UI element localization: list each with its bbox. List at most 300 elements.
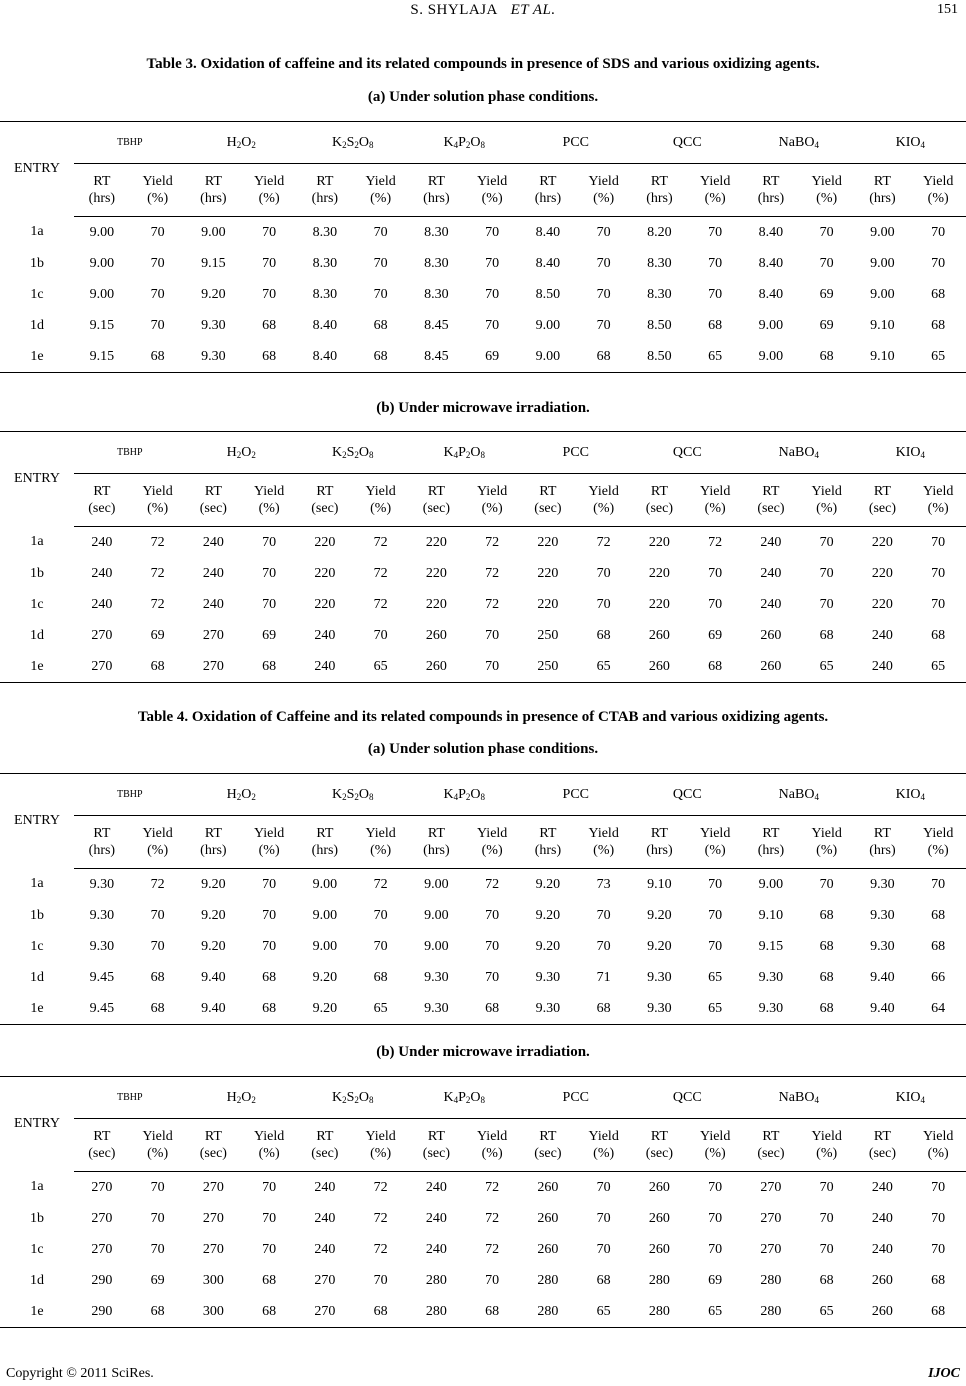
- value-cell: 70: [931, 255, 946, 271]
- rt-header: [743, 816, 799, 869]
- rt-label: RT: [539, 484, 557, 499]
- yield-label: Yield: [588, 826, 619, 841]
- table-row: [0, 869, 966, 901]
- rt-header: [520, 474, 576, 527]
- oxidant-name: O: [241, 134, 252, 150]
- value-cell: 72: [373, 534, 388, 550]
- oxidant-subscript: 4: [453, 1094, 459, 1105]
- yield-header: [799, 164, 855, 217]
- rt-header: [855, 816, 911, 869]
- oxidant-subscript: 4: [920, 1094, 925, 1105]
- yield-header: [353, 816, 409, 869]
- value-cell: 70: [373, 907, 388, 923]
- rt-header: [409, 164, 465, 217]
- entry-cell: 1c: [30, 938, 44, 954]
- value-cell: 9.20: [535, 876, 561, 892]
- yield-unit: (%): [704, 843, 726, 858]
- rt-label: RT: [427, 826, 445, 841]
- rt-label: RT: [427, 174, 445, 189]
- oxidant-name: H: [226, 134, 237, 150]
- value-cell: 220: [314, 534, 336, 550]
- rt-label: RT: [762, 826, 780, 841]
- value-cell: 220: [871, 596, 893, 612]
- value-cell: 72: [485, 596, 500, 612]
- value-cell: 220: [648, 596, 670, 612]
- value-cell: 9.10: [855, 341, 911, 373]
- value-cell: 68: [353, 1296, 409, 1328]
- value-cell: 72: [373, 1179, 388, 1195]
- value-cell: 9.00: [535, 317, 561, 333]
- yield-unit: (%): [704, 191, 726, 206]
- yield-unit: (%): [816, 501, 838, 516]
- entry-header: ENTRY: [0, 122, 74, 217]
- oxidant-header: [743, 774, 855, 816]
- oxidant-subscript: 8: [480, 139, 486, 150]
- value-cell: 70: [708, 1179, 723, 1195]
- rt-header: [743, 164, 799, 217]
- value-cell: 70: [485, 317, 500, 333]
- value-cell: 70: [262, 1210, 277, 1226]
- value-cell: 9.00: [743, 341, 799, 373]
- rt-header: [74, 1119, 130, 1172]
- oxidant-subscript: 8: [369, 449, 374, 460]
- oxidant-name: O: [470, 134, 481, 150]
- value-cell: 70: [262, 1179, 277, 1195]
- yield-unit: (%): [147, 501, 169, 516]
- entry-cell: 1a: [30, 876, 44, 892]
- table-row: [0, 310, 966, 341]
- value-cell: 65: [687, 993, 743, 1025]
- oxidant-name: QCC: [672, 134, 702, 150]
- value-cell: 70: [819, 534, 834, 550]
- yield-label: Yield: [588, 174, 619, 189]
- rt-header: [743, 474, 799, 527]
- yield-label: Yield: [142, 826, 173, 841]
- oxidant-name: O: [358, 1089, 370, 1105]
- rt-header: [520, 816, 576, 869]
- oxidant-header: [855, 432, 966, 474]
- table-3-caption: Table 3. Oxidation of caffeine and its related compounds in presence of SDS and various oxidizing agents.: [146, 56, 820, 72]
- yield-label: Yield: [476, 484, 508, 499]
- value-cell: 70: [150, 907, 165, 923]
- value-cell: 70: [708, 565, 723, 581]
- table-4a: [0, 773, 966, 1025]
- rt-unit: (hrs): [88, 843, 116, 858]
- entry-cell: 1a: [30, 1179, 44, 1195]
- yield-unit: (%): [704, 501, 726, 516]
- value-cell: 260: [537, 1241, 559, 1257]
- oxidant-header: [632, 432, 744, 474]
- oxidant-name: PCC: [562, 134, 590, 150]
- value-cell: 8.40: [535, 255, 561, 271]
- oxidant-name: PCC: [562, 1089, 590, 1105]
- rt-header: [855, 1119, 911, 1172]
- table-4b: [0, 1076, 966, 1328]
- yield-unit: (%): [816, 191, 838, 206]
- table-row: [0, 589, 966, 620]
- table-row: [0, 1296, 966, 1328]
- rt-unit: (sec): [422, 501, 450, 516]
- value-cell: 220: [314, 596, 336, 612]
- value-cell: 70: [708, 907, 723, 923]
- yield-header: [130, 816, 186, 869]
- value-cell: 8.45: [409, 341, 465, 373]
- value-cell: 70: [150, 1179, 165, 1195]
- value-cell: 69: [150, 1272, 165, 1288]
- value-cell: 240: [855, 651, 911, 683]
- value-cell: 70: [485, 224, 500, 240]
- value-cell: 8.45: [424, 317, 449, 333]
- oxidant-header: [409, 774, 521, 816]
- value-cell: 240: [760, 565, 782, 581]
- value-cell: 220: [425, 596, 447, 612]
- value-cell: 9.00: [758, 317, 784, 333]
- yield-label: Yield: [253, 484, 285, 499]
- value-cell: 70: [819, 1210, 834, 1226]
- oxidant-name: TBHP: [116, 447, 143, 458]
- oxidant-header: [74, 1077, 186, 1119]
- rt-label: RT: [650, 174, 668, 189]
- oxidant-name: O: [470, 786, 481, 802]
- value-cell: 72: [485, 1210, 500, 1226]
- oxidant-name: KIO: [895, 444, 921, 460]
- value-cell: 68: [819, 907, 834, 923]
- rt-header: [855, 164, 911, 217]
- table-row: [0, 279, 966, 310]
- oxidant-subscript: 8: [369, 139, 374, 150]
- yield-unit: (%): [816, 843, 838, 858]
- yield-unit: (%): [816, 1146, 838, 1161]
- value-cell: 70: [262, 938, 277, 954]
- oxidant-subscript: 2: [465, 791, 471, 802]
- table-row: [0, 558, 966, 589]
- value-cell: 240: [314, 1179, 336, 1195]
- yield-header: [687, 1119, 743, 1172]
- value-cell: 68: [353, 341, 409, 373]
- value-cell: 240: [760, 596, 782, 612]
- value-cell: 70: [931, 596, 946, 612]
- value-cell: 70: [596, 1241, 611, 1257]
- value-cell: 9.00: [520, 341, 576, 373]
- rt-header: [186, 816, 242, 869]
- oxidant-subscript: 2: [251, 139, 256, 150]
- yield-label: Yield: [923, 174, 954, 189]
- value-cell: 68: [373, 317, 388, 333]
- oxidant-name: K: [331, 444, 343, 460]
- oxidant-subscript: 2: [354, 791, 359, 802]
- yield-label: Yield: [365, 484, 396, 499]
- value-cell: 260: [537, 1210, 559, 1226]
- oxidant-subscript: 2: [236, 791, 242, 802]
- value-cell: 8.40: [758, 286, 784, 302]
- value-cell: 70: [708, 286, 723, 302]
- value-cell: 70: [931, 1241, 946, 1257]
- value-cell: 68: [819, 627, 834, 643]
- value-cell: 270: [202, 1210, 224, 1226]
- yield-unit: (%): [593, 843, 615, 858]
- rt-header: [409, 816, 465, 869]
- header-etal: ET AL.: [510, 2, 556, 18]
- value-cell: 8.30: [424, 286, 449, 302]
- value-cell: 220: [648, 565, 670, 581]
- rt-header: [632, 474, 688, 527]
- value-cell: 70: [373, 255, 388, 271]
- value-cell: 70: [150, 317, 165, 333]
- value-cell: 9.30: [89, 907, 115, 923]
- oxidant-name: QCC: [672, 786, 702, 802]
- value-cell: 8.20: [647, 224, 672, 240]
- value-cell: 8.40: [297, 341, 353, 373]
- oxidant-name: K: [331, 786, 343, 802]
- value-cell: 250: [520, 651, 576, 683]
- rt-label: RT: [316, 484, 334, 499]
- value-cell: 8.30: [312, 255, 338, 271]
- value-cell: 68: [241, 993, 297, 1025]
- value-cell: 240: [871, 627, 893, 643]
- value-cell: 240: [91, 565, 113, 581]
- yield-header: [464, 816, 520, 869]
- value-cell: 9.00: [89, 224, 115, 240]
- value-cell: 280: [760, 1272, 782, 1288]
- yield-header: [241, 816, 297, 869]
- table-row: [0, 341, 966, 373]
- yield-label: Yield: [699, 1129, 731, 1144]
- rt-label: RT: [762, 174, 780, 189]
- value-cell: 9.30: [632, 993, 688, 1025]
- value-cell: 9.00: [312, 876, 338, 892]
- value-cell: 8.30: [424, 255, 449, 271]
- value-cell: 9.30: [186, 341, 242, 373]
- value-cell: 270: [91, 1179, 113, 1195]
- entry-cell: 1c: [30, 286, 44, 302]
- value-cell: 9.00: [870, 255, 895, 271]
- yield-label: Yield: [923, 826, 954, 841]
- rt-header: [74, 474, 130, 527]
- value-cell: 70: [931, 224, 946, 240]
- rt-label: RT: [316, 174, 334, 189]
- oxidant-subscript: 4: [814, 1094, 819, 1105]
- entry-cell: 1d: [30, 1272, 44, 1288]
- value-cell: 70: [485, 255, 500, 271]
- rt-label: RT: [427, 484, 445, 499]
- oxidant-subscript: 2: [465, 449, 471, 460]
- table-row: [0, 651, 966, 683]
- value-cell: 69: [708, 1272, 723, 1288]
- value-cell: 9.45: [74, 993, 130, 1025]
- value-cell: 270: [202, 1241, 224, 1257]
- rt-unit: (hrs): [646, 191, 673, 206]
- value-cell: 70: [596, 938, 611, 954]
- oxidant-name: NaBO: [778, 134, 815, 150]
- rt-unit: (hrs): [534, 843, 562, 858]
- oxidant-subscript: 2: [251, 791, 256, 802]
- yield-header: [241, 1119, 297, 1172]
- value-cell: 9.20: [647, 938, 672, 954]
- oxidant-name: KIO: [895, 134, 921, 150]
- entry-cell: 1e: [0, 341, 74, 373]
- value-cell: 70: [708, 255, 723, 271]
- value-cell: 73: [596, 876, 611, 892]
- value-cell: 70: [373, 1272, 388, 1288]
- value-cell: 260: [537, 1179, 559, 1195]
- yield-header: [353, 164, 409, 217]
- yield-header: [910, 474, 966, 527]
- oxidant-subscript: 4: [920, 139, 925, 150]
- table-4a-subtitle: (a) Under solution phase conditions.: [367, 741, 599, 757]
- value-cell: 240: [871, 1241, 893, 1257]
- oxidant-name: S: [346, 1089, 355, 1105]
- rt-unit: (hrs): [200, 843, 227, 858]
- value-cell: 68: [931, 938, 946, 954]
- value-cell: 70: [262, 286, 277, 302]
- value-cell: 68: [596, 627, 611, 643]
- oxidant-name: O: [358, 444, 370, 460]
- value-cell: 9.00: [424, 938, 449, 954]
- rt-header: [632, 164, 688, 217]
- rt-unit: (sec): [422, 1146, 450, 1161]
- oxidant-name: KIO: [895, 786, 921, 802]
- rt-unit: (sec): [534, 501, 562, 516]
- value-cell: 220: [537, 596, 559, 612]
- entry-cell: 1d: [30, 969, 44, 985]
- oxidant-subscript: 2: [354, 1094, 359, 1105]
- value-cell: 220: [648, 534, 670, 550]
- value-cell: 68: [241, 341, 297, 373]
- value-cell: 68: [799, 993, 855, 1025]
- value-cell: 70: [485, 627, 500, 643]
- value-cell: 8.50: [632, 341, 688, 373]
- value-cell: 270: [91, 1241, 113, 1257]
- rt-header: [520, 164, 576, 217]
- oxidant-subscript: 2: [342, 791, 347, 802]
- entry-cell: 1c: [30, 1241, 44, 1257]
- value-cell: 240: [297, 651, 353, 683]
- table-4-caption: Table 4. Oxidation of Caffeine and its related compounds in presence of CTAB and various oxidizing agents.: [137, 709, 829, 725]
- value-cell: 220: [871, 534, 893, 550]
- oxidant-subscript: 8: [480, 449, 486, 460]
- value-cell: 70: [708, 1210, 723, 1226]
- value-cell: 72: [708, 534, 723, 550]
- value-cell: 70: [931, 1210, 946, 1226]
- rt-unit: (sec): [311, 1146, 339, 1161]
- value-cell: 70: [819, 565, 834, 581]
- table-row: [0, 931, 966, 962]
- yield-unit: (%): [258, 501, 280, 516]
- yield-unit: (%): [370, 1146, 392, 1161]
- value-cell: 70: [150, 938, 165, 954]
- oxidant-subscript: 8: [480, 1094, 486, 1105]
- value-cell: 260: [648, 1210, 670, 1226]
- value-cell: 65: [799, 1296, 855, 1328]
- oxidant-subscript: 8: [480, 791, 486, 802]
- value-cell: 240: [91, 534, 113, 550]
- oxidant-header: [632, 1077, 744, 1119]
- value-cell: 8.40: [758, 255, 784, 271]
- yield-unit: (%): [481, 501, 503, 516]
- value-cell: 70: [819, 1241, 834, 1257]
- value-cell: 68: [576, 341, 632, 373]
- yield-label: Yield: [699, 174, 731, 189]
- entry-header: ENTRY: [0, 432, 74, 527]
- oxidant-name: P: [458, 786, 466, 802]
- value-cell: 68: [819, 969, 834, 985]
- oxidant-header: [632, 774, 744, 816]
- oxidant-header: [297, 432, 409, 474]
- value-cell: 70: [596, 255, 611, 271]
- value-cell: 70: [485, 286, 500, 302]
- rt-label: RT: [93, 826, 111, 841]
- yield-label: Yield: [142, 484, 173, 499]
- value-cell: 9.15: [89, 317, 115, 333]
- value-cell: 70: [596, 1179, 611, 1195]
- value-cell: 68: [150, 969, 165, 985]
- value-cell: 240: [760, 534, 782, 550]
- oxidant-name: O: [241, 786, 252, 802]
- oxidant-name: QCC: [672, 1089, 702, 1105]
- oxidant-subscript: 2: [236, 1094, 242, 1105]
- value-cell: 68: [708, 317, 723, 333]
- yield-header: [464, 474, 520, 527]
- oxidant-name: S: [346, 786, 355, 802]
- entry-cell: 1e: [0, 993, 74, 1025]
- value-cell: 9.10: [647, 876, 672, 892]
- value-cell: 72: [150, 876, 165, 892]
- oxidant-name: O: [358, 134, 370, 150]
- oxidant-subscript: 2: [465, 1094, 471, 1105]
- oxidant-name: KIO: [895, 1089, 921, 1105]
- value-cell: 240: [314, 1241, 336, 1257]
- value-cell: 280: [425, 1272, 447, 1288]
- table-row: [0, 993, 966, 1025]
- yield-unit: (%): [704, 1146, 726, 1161]
- yield-header: [687, 816, 743, 869]
- rt-label: RT: [650, 826, 668, 841]
- value-cell: 68: [262, 1272, 277, 1288]
- value-cell: 68: [130, 651, 186, 683]
- table-row: [0, 1203, 966, 1234]
- value-cell: 270: [74, 651, 130, 683]
- rt-unit: (sec): [645, 501, 673, 516]
- oxidant-header: [743, 1077, 855, 1119]
- rt-label: RT: [873, 826, 891, 841]
- oxidant-header: [186, 774, 298, 816]
- oxidant-name: QCC: [672, 444, 702, 460]
- entry-cell: 1e: [0, 651, 74, 683]
- rt-label: RT: [93, 174, 111, 189]
- oxidant-subscript: 4: [453, 791, 459, 802]
- entry-header: ENTRY: [0, 774, 74, 869]
- value-cell: 69: [708, 627, 723, 643]
- yield-unit: (%): [927, 1146, 949, 1161]
- value-cell: 290: [91, 1272, 113, 1288]
- yield-label: Yield: [365, 826, 396, 841]
- oxidant-subscript: 2: [342, 1094, 347, 1105]
- value-cell: 9.20: [201, 876, 226, 892]
- value-cell: 72: [596, 534, 611, 550]
- value-cell: 250: [537, 627, 559, 643]
- yield-unit: (%): [147, 1146, 169, 1161]
- oxidant-subscript: 2: [342, 139, 347, 150]
- yield-label: Yield: [253, 174, 285, 189]
- value-cell: 72: [485, 1241, 500, 1257]
- value-cell: 65: [687, 341, 743, 373]
- value-cell: 270: [760, 1241, 782, 1257]
- value-cell: 9.20: [201, 286, 226, 302]
- value-cell: 9.20: [201, 907, 226, 923]
- value-cell: 69: [262, 627, 277, 643]
- value-cell: 220: [425, 565, 447, 581]
- rt-label: RT: [93, 1129, 111, 1144]
